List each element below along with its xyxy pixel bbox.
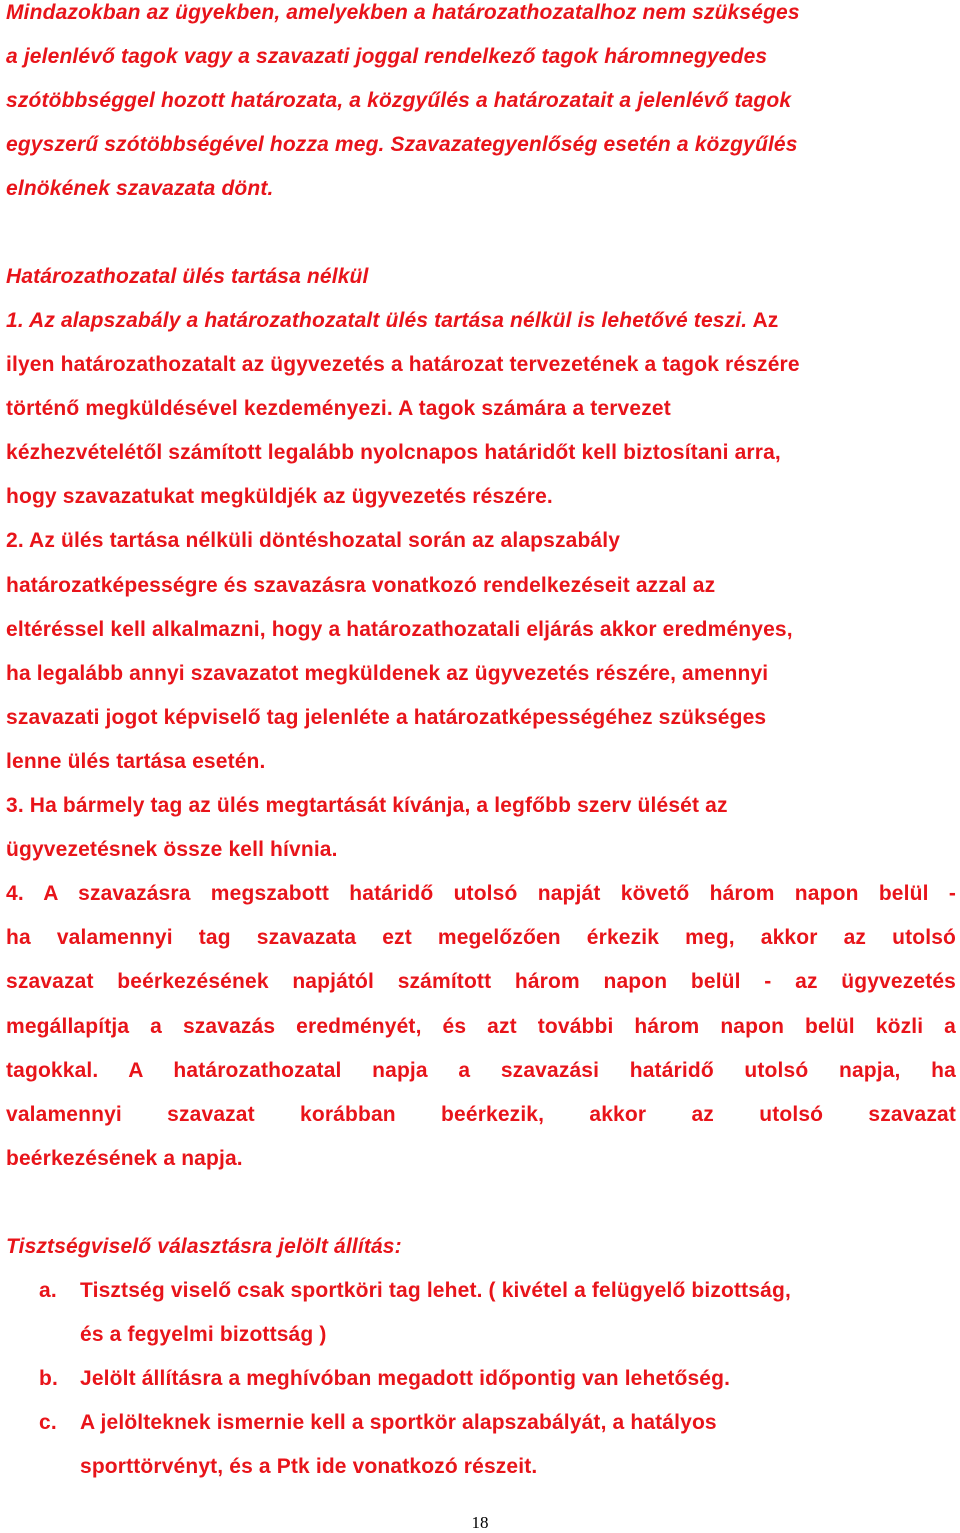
list-item: [6, 1401, 956, 1489]
page-number: 18: [471, 1513, 489, 1532]
document-page: [6, 0, 956, 1489]
intro-line: egyszerű szótöbbségével hozza meg. Szavazategyenlőség esetén a közgyűlés: [6, 133, 798, 156]
section-heading-no-meeting: Határozathozatal ülés tartása nélkül: [6, 265, 369, 288]
item-4-line: valamennyi szavazat korábban beérkezik, akkor az utolsó szavazat: [6, 1102, 956, 1126]
intro-paragraph: [6, 0, 956, 211]
list-item-line: Tisztség viselő csak sportköri tag lehet. ( kivétel a felügyelő bizottság,: [80, 1278, 791, 1302]
item-4-line: beérkezésének a napja.: [6, 1146, 243, 1170]
item-4-line: 4. A szavazásra megszabott határidő utolsó napját követő három napon belül -: [6, 882, 956, 906]
item-1-line: ilyen határozathozatalt az ügyvezetés a határozat tervezetének a tagok részére: [6, 353, 800, 377]
item-3-line: 3. Ha bármely tag az ülés megtartását kívánja, a legfőbb szerv ülését az: [6, 794, 728, 818]
item-1-paragraph: [6, 299, 956, 519]
item-4-line: szavazat beérkezésének napjától számított három napon belül - az ügyvezetés: [6, 970, 956, 994]
item-2-line: lenne ülés tartása esetén.: [6, 749, 266, 773]
list-item-line: sporttörvényt, és a Ptk ide vonatkozó részeit.: [80, 1454, 538, 1478]
item-1-line: kézhezvételétől számított legalább nyolcnapos határidőt kell biztosítani arra,: [6, 441, 781, 465]
spacer: [6, 1181, 956, 1225]
list-item-line: A jelölteknek ismernie kell a sportkör alapszabályát, a hatályos: [80, 1410, 717, 1434]
section-heading-candidates: Tisztségviselő választásra jelölt állítás:: [6, 1234, 402, 1258]
intro-line: a jelenlévő tagok vagy a szavazati joggal rendelkező tagok háromnegyedes: [6, 45, 768, 68]
list-item: [6, 1269, 956, 1357]
item-2-line: ha legalább annyi szavazatot megküldenek az ügyvezetés részére, amennyi: [6, 661, 769, 685]
item-1-italic: 1. Az alapszabály a határozathozatalt ülés tartása nélkül is lehetővé teszi.: [6, 309, 748, 332]
item-2-line: 2. Az ülés tartása nélküli döntéshozatal során az alapszabály: [6, 529, 621, 553]
list-item-line: és a fegyelmi bizottság ): [80, 1322, 327, 1346]
item-1-line: hogy szavazatukat megküldjék az ügyvezetés részére.: [6, 485, 553, 509]
list-item: [6, 1357, 956, 1401]
list-marker: a.: [39, 1278, 57, 1302]
list-item-line: Jelölt állításra a meghívóban megadott időpontig van lehetőség.: [80, 1366, 731, 1390]
item-2-line: eltéréssel kell alkalmazni, hogy a határozathozatali eljárás akkor eredményes,: [6, 617, 793, 641]
intro-line: elnökének szavazata dönt.: [6, 177, 274, 200]
item-1-line: történő megküldésével kezdeményezi. A tagok számára a tervezet: [6, 397, 671, 421]
intro-line: Mindazokban az ügyekben, amelyekben a határozathozatalhoz nem szükséges: [6, 1, 800, 24]
item-2-line: szavazati jogot képviselő tag jelenléte a határozatképességéhez szükséges: [6, 705, 767, 729]
item-4-paragraph: [6, 872, 956, 1181]
intro-line: szótöbbséggel hozott határozata, a közgyűlés a határozatait a jelenlévő tagok: [6, 89, 792, 112]
item-4-line: tagokkal. A határozathozatal napja a szavazási határidő utolsó napja, ha: [6, 1058, 956, 1082]
item-2-paragraph: [6, 519, 956, 784]
item-1-line: Az: [752, 309, 779, 332]
item-3-paragraph: [6, 784, 956, 872]
item-4-line: megállapítja a szavazás eredményét, és azt további három napon belül közli a: [6, 1014, 956, 1038]
item-4-line: ha valamennyi tag szavazata ezt megelőzően érkezik meg, akkor az utolsó: [6, 926, 956, 950]
list-marker: b.: [39, 1366, 58, 1390]
item-3-line: ügyvezetésnek össze kell hívnia.: [6, 838, 338, 862]
list-marker: c.: [39, 1410, 57, 1434]
candidate-rules-list: [6, 1269, 956, 1489]
item-2-line: határozatképességre és szavazásra vonatkozó rendelkezéseit azzal az: [6, 573, 716, 597]
